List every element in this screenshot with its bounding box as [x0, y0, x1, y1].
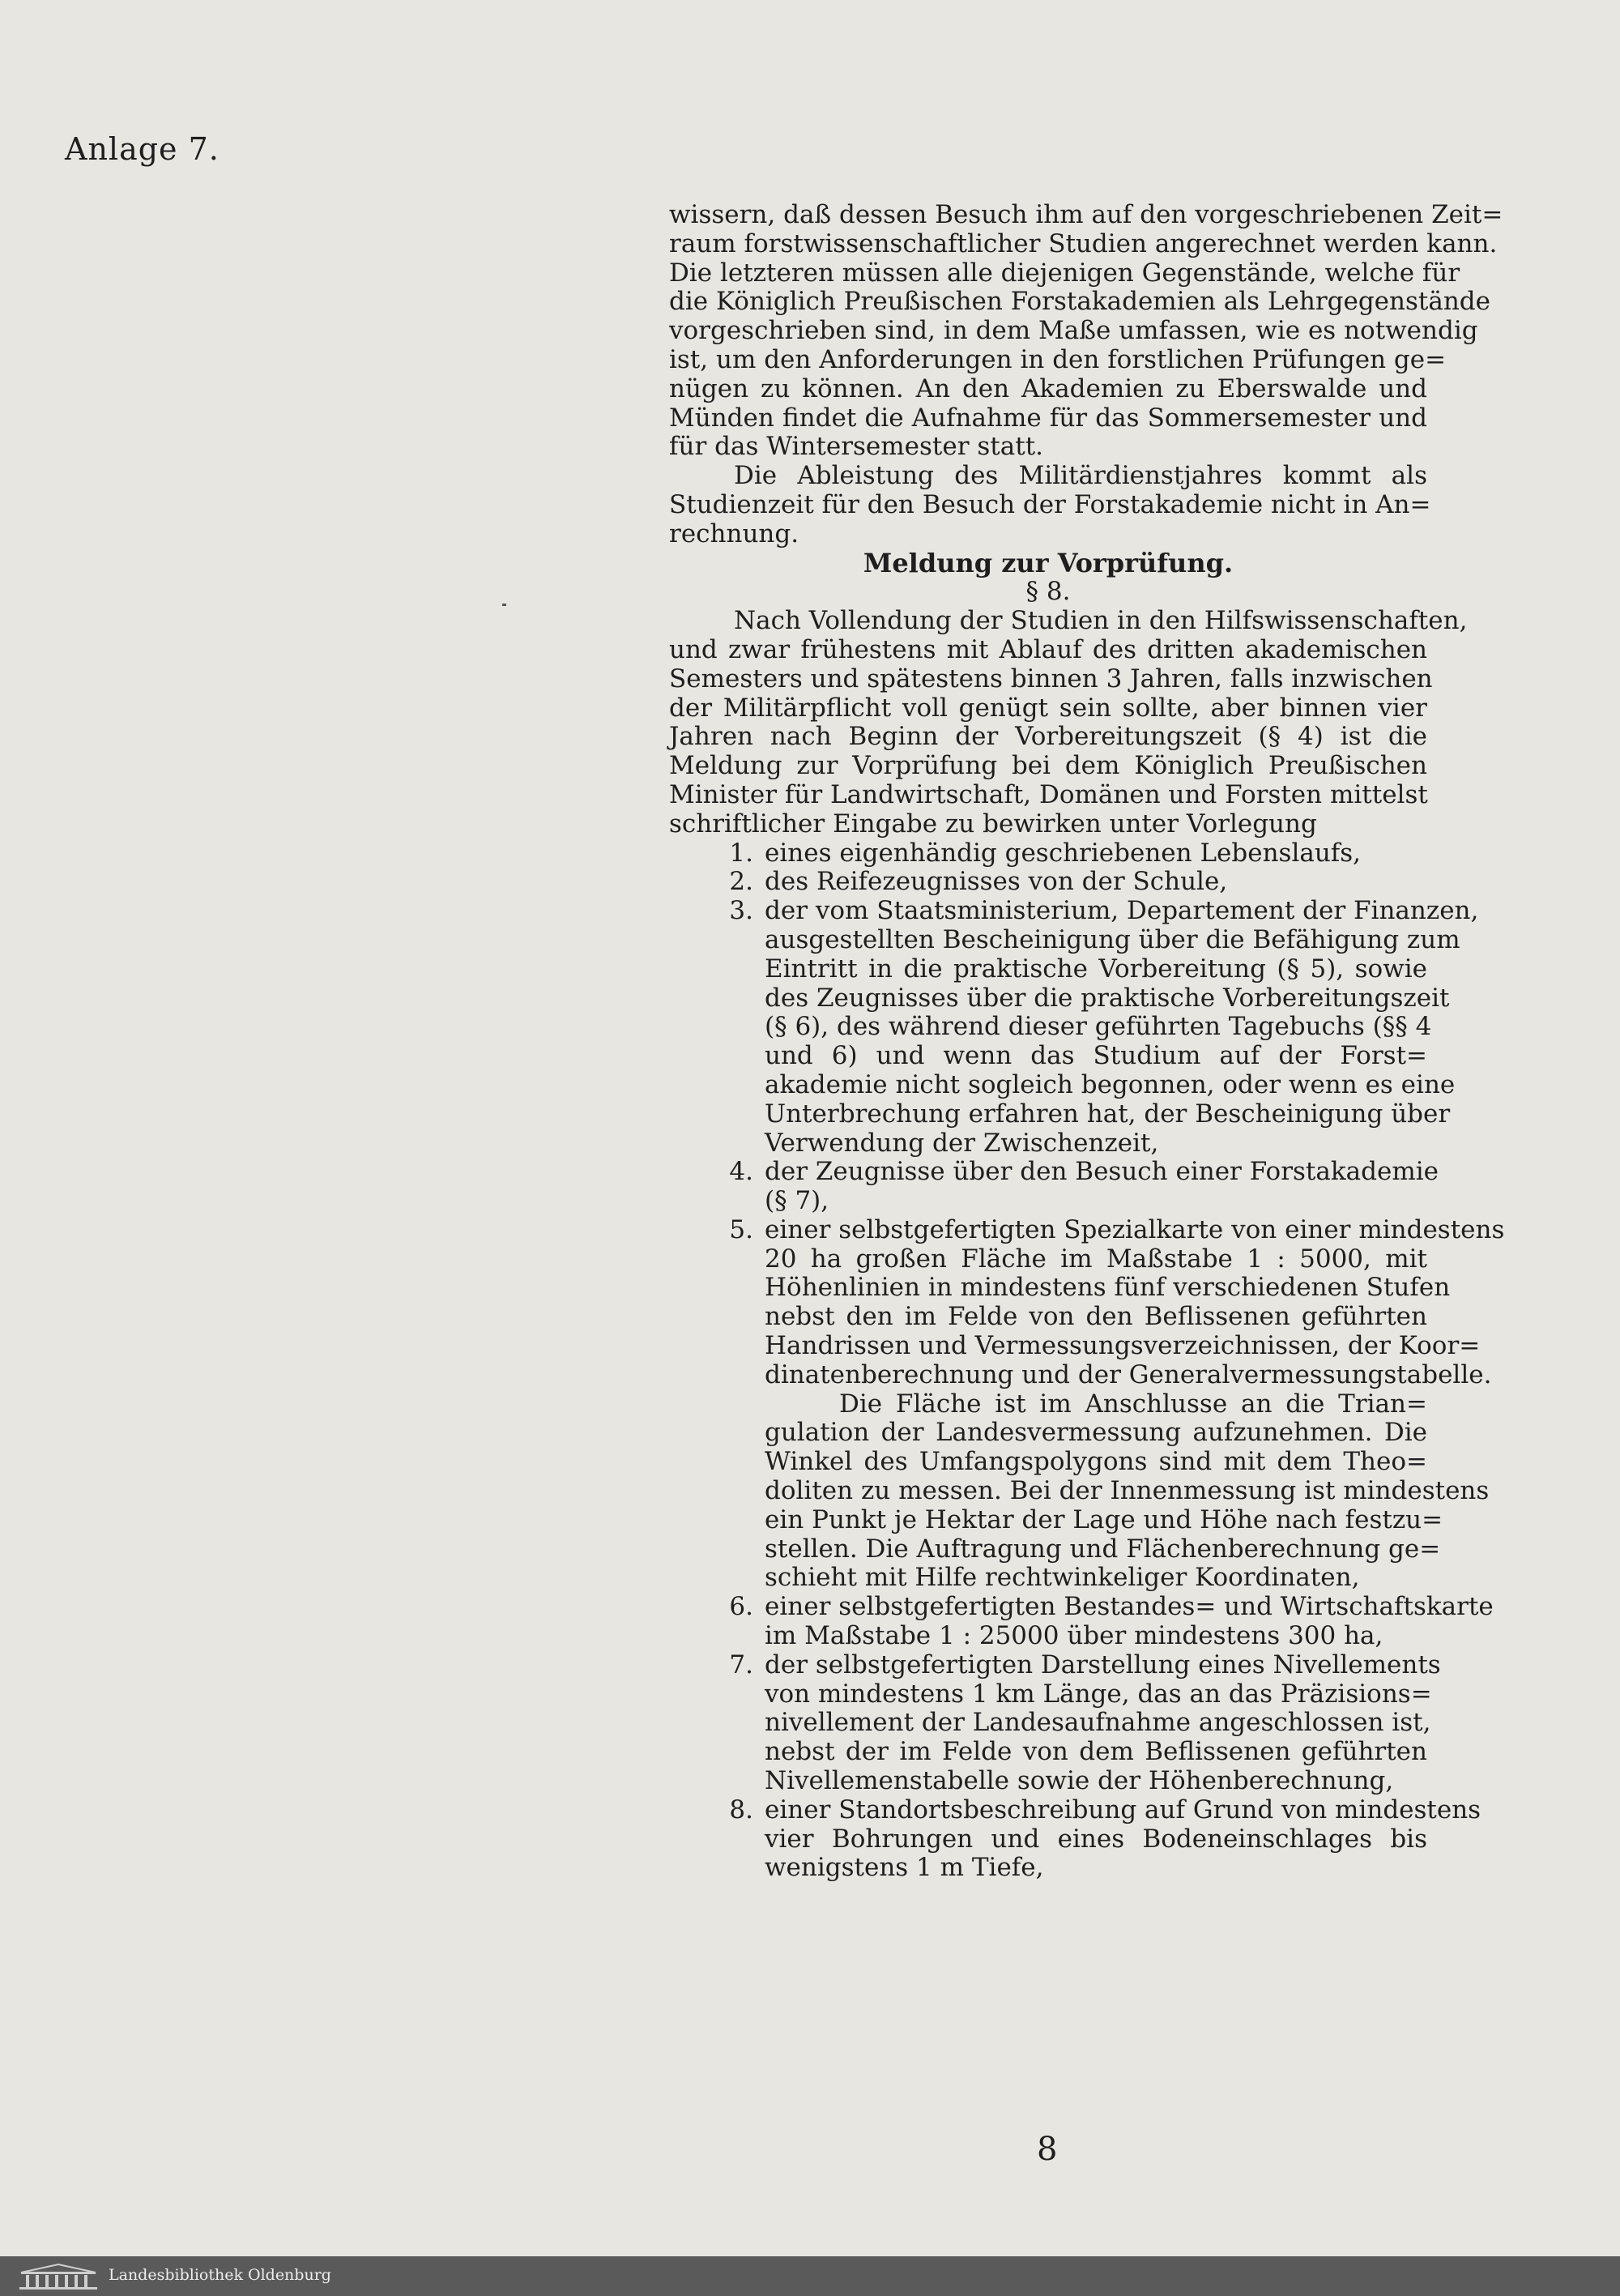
list-item-line — [669, 1767, 1427, 1796]
text-column — [669, 200, 1505, 1883]
list-item-text: doliten zu messen. Bei der Innenmessung ist mindestens — [765, 1476, 1490, 1506]
list-item-line — [669, 1448, 1427, 1477]
list-item-text: nivellement der Landesaufnahme angeschlossen ist, — [765, 1708, 1431, 1738]
list-item-line — [669, 1303, 1427, 1332]
section-heading: Meldung zur Vorprüfung. — [863, 547, 1234, 578]
text-line: für das Wintersemester statt. — [669, 432, 1044, 462]
list-item-text: nebst den im Felde von den Beflissenen geführten — [765, 1302, 1427, 1332]
list-item-line — [669, 1504, 1443, 1535]
list-item-line — [669, 868, 1427, 897]
list-item-number: 6. — [729, 1592, 753, 1622]
list-item-line — [669, 1564, 1427, 1593]
list-item-line — [669, 1649, 1441, 1680]
text-line: Semesters und spätestens binnen 3 Jahren, falls inzwischen — [669, 664, 1433, 693]
text-line: Nach Vollendung der Studien in den Hilfswissenschaften, — [734, 606, 1468, 636]
military-paragraph — [669, 461, 1431, 548]
list-item-line — [669, 1129, 1427, 1159]
list-item-line — [669, 1187, 1427, 1216]
list-item-line — [669, 1245, 1427, 1274]
list-item-text: und 6) und wenn das Studium auf der Forst= — [765, 1041, 1427, 1071]
list-item-text: 20 ha großen Fläche im Maßstabe 1 : 5000, mit — [765, 1244, 1427, 1274]
list-item-text: (§ 7), — [765, 1186, 829, 1216]
list-item-text: Unterbrechung erfahren hat, der Bescheinigung über — [765, 1099, 1451, 1129]
text-line: rechnung. — [669, 519, 799, 548]
list-item-text: ausgestellten Bescheinigung über die Befähigung zum — [765, 924, 1460, 954]
list-item-text: Die Fläche ist im Anschlusse an die Trian= — [839, 1389, 1427, 1419]
list-item-text: einer selbstgefertigten Spezialkarte von einer mindestens — [765, 1214, 1505, 1244]
list-item-line — [669, 1214, 1505, 1245]
list-item-text: der vom Staatsministerium, Departement der Finanzen, — [765, 896, 1479, 926]
list-item-number: 1. — [729, 838, 753, 868]
text-line: vorgeschrieben sind, in dem Maße umfassen, wie es notwendig — [669, 316, 1478, 346]
footer-bar — [0, 2256, 1620, 2296]
list-item-text: Handrissen und Vermessungsverzeichnissen, der Koor= — [765, 1331, 1481, 1361]
list-item-text: schieht mit Hilfe rechtwinkeliger Koordinaten, — [765, 1563, 1360, 1593]
text-line: Meldung zur Vorprüfung bei dem Königlich Preußischen — [669, 751, 1427, 781]
list-item-line — [669, 924, 1460, 955]
list-item-line — [669, 839, 1427, 868]
list-item-number: 2. — [729, 867, 753, 897]
list-item-line — [669, 1099, 1451, 1129]
list-item-text: eines eigenhändig geschriebenen Lebenslaufs, — [765, 838, 1362, 868]
list-item-text: im Maßstabe 1 : 25000 über mindestens 300 ha, — [765, 1621, 1383, 1651]
list-item-line — [669, 1331, 1481, 1361]
list-item-line — [669, 983, 1450, 1014]
list-item-line — [669, 1738, 1427, 1767]
text-line: wissern, daß dessen Besuch ihm auf den vorgeschriebenen Zeit= — [669, 200, 1503, 229]
list-item-line — [669, 896, 1479, 926]
list-item-number: 7. — [729, 1649, 753, 1679]
list-item-number: 5. — [729, 1214, 753, 1244]
list-item-line — [669, 955, 1427, 984]
list-item-line — [669, 1825, 1427, 1854]
list-item-text: gulation der Landesvermessung aufzunehmen. Die — [765, 1418, 1427, 1448]
requirements-list — [669, 838, 1505, 1884]
list-item-text: stellen. Die Auftragung und Flächenberechnung ge= — [765, 1534, 1441, 1564]
intro-paragraph — [669, 200, 1503, 462]
list-item-line — [669, 1854, 1427, 1883]
list-item-text: Winkel des Umfangspolygons sind mit dem Theo= — [765, 1447, 1427, 1477]
list-item-line — [669, 1069, 1456, 1100]
list-item-text: der Zeugnisse über den Besuch einer Forstakademie — [765, 1157, 1439, 1187]
text-line: Jahren nach Beginn der Vorbereitungszeit (§ 4) ist die — [669, 722, 1427, 752]
list-item-text: Höhenlinien in mindestens fünf verschiedenen Stufen — [765, 1273, 1451, 1303]
list-item-text: des Reifezeugnisses von der Schule, — [765, 867, 1228, 897]
text-line: Münden findet die Aufnahme für das Sommersemester und — [669, 403, 1427, 433]
list-item-line — [669, 1273, 1451, 1303]
list-item-text: Nivellemenstabelle sowie der Höhenberechnung, — [765, 1766, 1394, 1796]
list-item-text: einer selbstgefertigten Bestandes= und Wirtschaftskarte — [765, 1592, 1494, 1622]
list-item-text: von mindestens 1 km Länge, das an das Präzisions= — [765, 1679, 1432, 1709]
list-item-line — [669, 1622, 1427, 1651]
list-item-text: akademie nicht sogleich begonnen, oder wenn es eine — [765, 1069, 1456, 1099]
list-item-text: ein Punkt je Hektar der Lage und Höhe nach festzu= — [765, 1504, 1443, 1534]
text-line: nügen zu können. An den Akademien zu Eberswalde und — [669, 373, 1427, 403]
list-item-text: einer Standortsbeschreibung auf Grund von mindestens — [765, 1795, 1481, 1824]
list-item-text: nebst der im Felde von dem Beflissenen geführten — [765, 1737, 1427, 1767]
list-item-line — [669, 1476, 1490, 1506]
section-paragraph — [669, 606, 1468, 839]
text-line: schriftlicher Eingabe zu bewirken unter Vorlegung — [669, 809, 1317, 839]
list-item-line — [669, 1012, 1432, 1042]
list-item-line — [669, 1795, 1481, 1825]
list-item-line — [669, 1157, 1439, 1187]
list-item-line — [669, 1534, 1441, 1564]
list-item-line — [669, 1390, 1427, 1419]
page-number: 8 — [1037, 2131, 1058, 2168]
margin-mark — [502, 604, 506, 606]
list-item-text: des Zeugnisses über die praktische Vorbereitungszeit — [765, 983, 1450, 1013]
list-item-line — [669, 1042, 1427, 1071]
list-item-line — [669, 1419, 1427, 1448]
list-item-text: der selbstgefertigten Darstellung eines Nivellements — [765, 1649, 1441, 1679]
appendix-label: Anlage 7. — [65, 131, 220, 167]
text-line: die Königlich Preußischen Forstakademien als Lehrgegenstände — [669, 287, 1490, 317]
list-item-text: wenigstens 1 m Tiefe, — [765, 1853, 1044, 1883]
text-line: Studienzeit für den Besuch der Forstakademie nicht in An= — [669, 489, 1431, 519]
list-item-line — [669, 1592, 1494, 1622]
list-item-text: Verwendung der Zwischenzeit, — [765, 1128, 1159, 1158]
list-item-text: Eintritt in die praktische Vorbereitung (§ 5), sowie — [765, 954, 1427, 984]
section-number: § 8. — [1025, 577, 1071, 607]
footer-library-name: Landesbibliothek Oldenburg — [109, 2266, 331, 2284]
text-line: Die letzteren müssen alle diejenigen Gegenstände, welche für — [669, 258, 1460, 288]
text-line: raum forstwissenschaftlicher Studien angerechnet werden kann. — [669, 228, 1498, 258]
text-line: und zwar frühestens mit Ablauf des dritten akademischen — [669, 634, 1427, 664]
list-item-line — [669, 1708, 1431, 1738]
library-building-icon — [18, 2263, 99, 2290]
list-item-text: dinatenberechnung und der Generalvermessungstabelle. — [765, 1359, 1492, 1389]
text-line: Minister für Landwirtschaft, Domänen und Forsten mittelst — [669, 779, 1428, 809]
list-item-line — [669, 1679, 1432, 1709]
text-line: Die Ableistung des Militärdienstjahres kommt als — [734, 461, 1427, 491]
text-line: ist, um den Anforderungen in den forstlichen Prüfungen ge= — [669, 344, 1447, 374]
list-item-text: (§ 6), des während dieser geführten Tagebuchs (§§ 4 — [765, 1012, 1432, 1042]
list-item-text: vier Bohrungen und eines Bodeneinschlages bis — [765, 1824, 1427, 1854]
list-item-number: 8. — [729, 1795, 753, 1824]
list-item-line — [669, 1359, 1492, 1390]
list-item-number: 4. — [729, 1157, 753, 1187]
text-line: der Militärpflicht voll genügt sein sollte, aber binnen vier — [669, 693, 1427, 723]
list-item-number: 3. — [729, 896, 753, 926]
